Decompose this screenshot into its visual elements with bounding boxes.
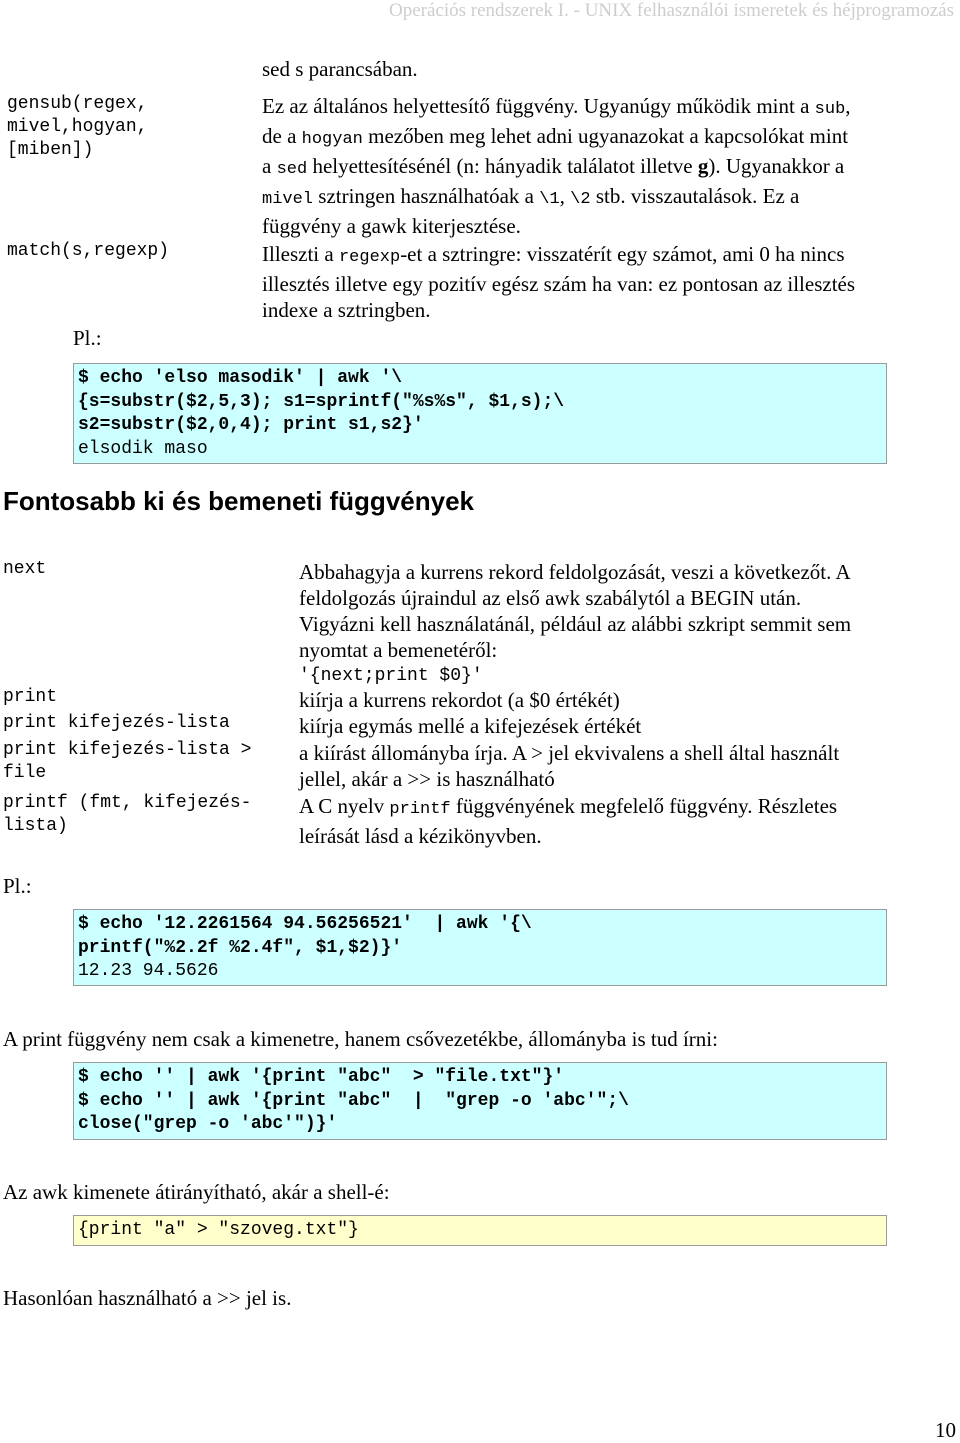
printf-term: printf (fmt, kifejezés- lista) xyxy=(3,793,252,836)
code-output: elsodik maso xyxy=(78,438,208,459)
code-line: printf("%2.2f %2.4f", $1,$2)}' xyxy=(78,937,403,958)
gensub-term xyxy=(7,93,147,162)
code-line: close("grep -o 'abc'")}' xyxy=(78,1114,338,1134)
match-description: Illeszti a regexp-et a sztringre: visszatérít egy számot, ami 0 ha nincs illesztés illetve egy pozitív egész szám ha van: ez pontosan az illesztés indexe a sztringben. xyxy=(262,242,856,322)
code-example-2 xyxy=(73,909,887,986)
running-header: Operációs rendszerek I. - UNIX felhasználói ismeretek és héjprogramozás xyxy=(388,0,954,21)
code-output: 12.23 94.5626 xyxy=(78,961,219,981)
gensub-description: Ez az általános helyettesítő függvény. Ugyanúgy működik mint a sub, de a hogyan mezőben meg lehet adni ugyanazokat a kapcsolókat mint a sed helyettesítésénél (n: hányadik találatot illetve g). Ugyanakkor a mivel sztringen használhatóak a \1, \2 stb. visszautalások. Ez a függvény a gawk kiterjesztése. xyxy=(262,94,851,238)
section-heading: Fontosabb ki és bemeneti függvények xyxy=(3,486,474,516)
gensub-term-line: [miben]) xyxy=(7,140,94,160)
code-line: {print "a" > "szoveg.txt"} xyxy=(78,1220,359,1240)
code-example-3 xyxy=(73,1062,887,1140)
code-line: $ echo '12.2261564 94.56256521' | awk '{\ xyxy=(78,914,532,934)
print-list-term: print kifejezés-lista xyxy=(3,713,230,733)
next-description: Abbahagyja a kurrens rekord feldolgozását, veszi a következőt. A feldolgozás újraindul az első awk szabálytól a BEGIN után. Vigyázni kell használatánál, például az alábbi szkript semmit sem nyomtat a bemenetéről: '{next;print $0}' xyxy=(299,560,852,686)
code-line: {s=substr($2,5,3); s1=sprintf("%s%s", $1,s);\ xyxy=(78,391,565,412)
print-description: kiírja a kurrens rekordot (a $0 értékét) xyxy=(299,688,620,712)
print-file-description: a kiírást állományba írja. A > jel ekvivalens a shell által használt jellel, akár a >> is használható xyxy=(299,741,840,791)
gensub-term-line: gensub(regex, xyxy=(7,94,148,114)
code-line: $ echo '' | awk '{print "abc" | "grep -o 'abc'";\ xyxy=(78,1090,629,1111)
example-label: Pl.: xyxy=(3,874,32,898)
print-file-term: print kifejezés-lista > file xyxy=(3,740,252,783)
print-list-description: kiírja egymás mellé a kifejezések értékét xyxy=(299,714,642,738)
match-term: match(s,regexp) xyxy=(7,241,170,261)
code-example-1 xyxy=(73,363,887,464)
intro-line: sed s parancsában. xyxy=(262,57,418,81)
code-line: $ echo '' | awk '{print "abc" > "file.txt"}' xyxy=(78,1067,565,1087)
code-line: s2=substr($2,0,4); print s1,s2}' xyxy=(78,415,424,435)
page-number: 10 xyxy=(935,1418,956,1442)
code-line: $ echo 'elso masodik' | awk '\ xyxy=(78,368,403,388)
print-term: print xyxy=(3,687,58,707)
printf-description: A C nyelv printf függvényének megfelelő függvény. Részletes leírását lásd a kézikönyvben. xyxy=(299,794,838,848)
gensub-term-line: mivel,hogyan, xyxy=(7,117,148,137)
redirect-paragraph: Az awk kimenete átirányítható, akár a shell-é: xyxy=(3,1180,390,1204)
code-example-4 xyxy=(73,1215,887,1246)
next-term: next xyxy=(3,559,47,579)
example-label: Pl.: xyxy=(73,326,102,350)
pipe-paragraph: A print függvény nem csak a kimenetre, hanem csővezetékbe, állományba is tud írni: xyxy=(3,1027,718,1051)
closing-paragraph: Hasonlóan használható a >> jel is. xyxy=(3,1286,292,1310)
